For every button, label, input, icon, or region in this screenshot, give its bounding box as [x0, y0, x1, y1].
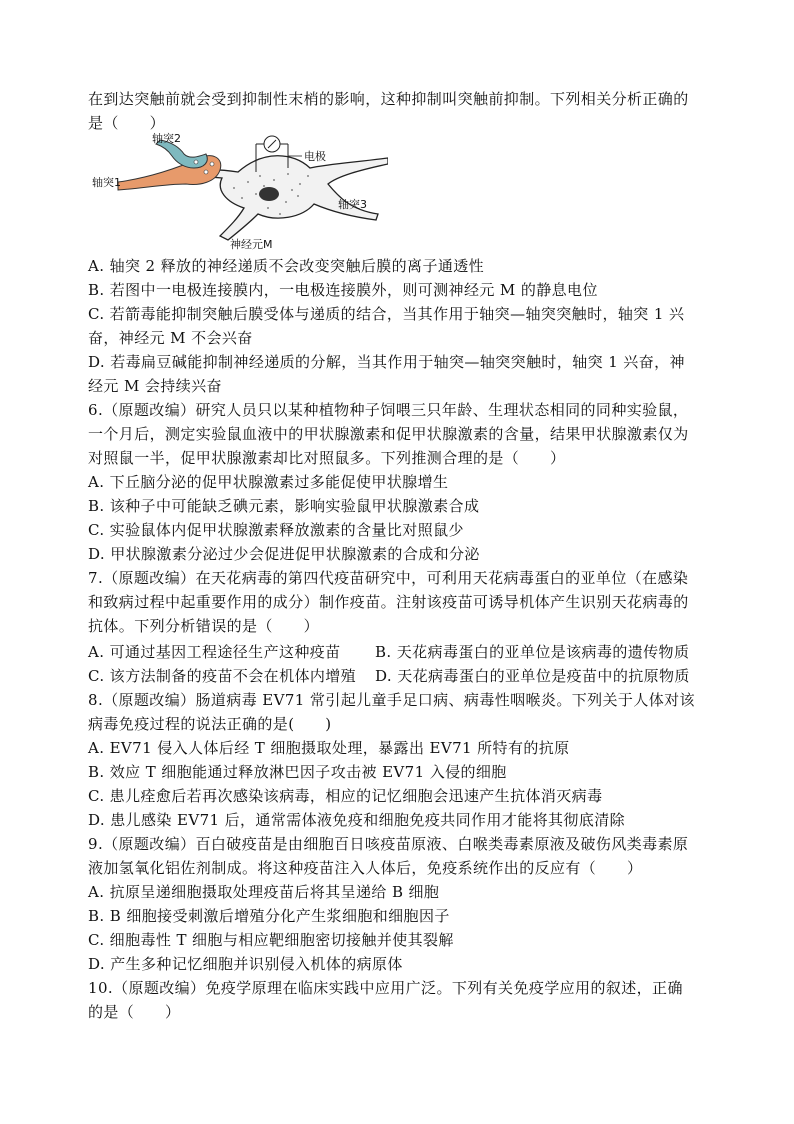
q10-stem-line1: 10.（原题改编）免疫学原理在临床实践中应用广泛。下列有关免疫学应用的叙述，正确	[88, 979, 683, 997]
q9-option-b: B. B 细胞接受刺激后增殖分化产生浆细胞和细胞因子	[88, 907, 450, 925]
q5-option-b: B. 若图中一电极连接膜内，一电极连接膜外，则可测神经元 M 的静息电位	[88, 281, 598, 299]
q7-option-d: D. 天花病毒蛋白的亚单位是疫苗中的抗原物质	[375, 667, 690, 685]
neuron-diagram	[88, 132, 388, 250]
q7-option-row2	[88, 665, 690, 687]
label-axon1: 轴突1	[92, 176, 121, 189]
q8-stem-line2: 病毒免疫过程的说法正确的是( )	[88, 715, 332, 733]
q5-option-c-line1: C. 若箭毒能抑制突触后膜受体与递质的结合，当其作用于轴突—轴突突触时，轴突 1 兴	[88, 305, 685, 323]
q6-stem-line3: 对照鼠一半，促甲状腺激素却比对照鼠多。下列推测合理的是（ ）	[88, 449, 566, 467]
q7-option-row1	[88, 641, 690, 663]
q7-stem-line2: 和致病过程中起重要作用的成分）制作疫苗。注射该疫苗可诱导机体产生识别天花病毒的	[88, 593, 689, 611]
q5-option-d-line1: D. 若毒扁豆碱能抑制神经递质的分解，当其作用于轴突—轴突突触时，轴突 1 兴奋，神	[88, 353, 685, 371]
q6-option-d: D. 甲状腺激素分泌过少会促进促甲状腺激素的合成和分泌	[88, 545, 480, 563]
q8-option-b: B. 效应 T 细胞能通过释放淋巴因子攻击被 EV71 入侵的细胞	[88, 763, 507, 781]
q8-stem-line1: 8.（原题改编）肠道病毒 EV71 常引起儿童手足口病、病毒性咽喉炎。下列关于人体对该	[88, 691, 695, 709]
q5-option-c-line2: 奋，神经元 M 不会兴奋	[88, 329, 253, 347]
q5-stem-line1: 在到达突触前就会受到抑制性末梢的影响，这种抑制叫突触前抑制。下列相关分析正确的	[88, 90, 689, 108]
nucleus	[259, 187, 279, 201]
q9-option-d: D. 产生多种记忆细胞并识别侵入机体的病原体	[88, 955, 403, 973]
q6-option-a: A. 下丘脑分泌的促甲状腺激素过多能促使甲状腺增生	[88, 473, 449, 491]
q7-stem-line1: 7.（原题改编）在天花病毒的第四代疫苗研究中，可利用天花病毒蛋白的亚单位（在感染	[88, 569, 689, 587]
q9-option-a: A. 抗原呈递细胞摄取处理疫苗后将其呈递给 B 细胞	[88, 883, 440, 901]
q6-option-b: B. 该种子中可能缺乏碘元素，影响实验鼠甲状腺激素合成	[88, 497, 480, 515]
q7-option-b: B. 天花病毒蛋白的亚单位是该病毒的遗传物质	[375, 643, 690, 661]
q5-option-d-line2: 经元 M 会持续兴奋	[88, 377, 222, 395]
label-axon2: 轴突2	[152, 132, 181, 145]
q10-stem-line2: 的是（ ）	[88, 1003, 181, 1021]
q8-option-d: D. 患儿感染 EV71 后，通常需体液免疫和细胞免疫共同作用才能将其彻底清除	[88, 811, 626, 829]
q8-option-c: C. 患儿痊愈后若再次感染该病毒，相应的记忆细胞会迅速产生抗体消灭病毒	[88, 787, 603, 805]
q8-option-a: A. EV71 侵入人体后经 T 细胞摄取处理，暴露出 EV71 所特有的抗原	[88, 739, 570, 757]
q5-option-a: A. 轴突 2 释放的神经递质不会改变突触后膜的离子通透性	[88, 257, 485, 275]
q7-option-a: A. 可通过基因工程途径生产这种疫苗	[88, 643, 341, 661]
q6-stem-line2: 一个月后，测定实验鼠血液中的甲状腺激素和促甲状腺激素的含量，结果甲状腺激素仅为	[88, 425, 689, 443]
label-neuron-m: 神经元M	[230, 238, 273, 250]
q9-stem-line1: 9.（原题改编）百白破疫苗是由细胞百日咳疫苗原液、白喉类毒素原液及破伤风类毒素原	[88, 835, 689, 853]
q7-option-c: C. 该方法制备的疫苗不会在机体内增殖	[88, 667, 357, 685]
q5-stem-line2: 是（ ）	[88, 114, 166, 132]
label-axon3: 轴突3	[338, 198, 367, 211]
q6-stem-line1: 6.（原题改编）研究人员只以某种植物种子饲喂三只年龄、生理状态相同的同种实验鼠，	[88, 401, 689, 419]
q7-stem-line3: 抗体。下列分析错误的是（ ）	[88, 617, 320, 635]
q9-option-c: C. 细胞毒性 T 细胞与相应靶细胞密切接触并使其裂解	[88, 931, 454, 949]
q6-option-c: C. 实验鼠体内促甲状腺激素释放激素的含量比对照鼠少	[88, 521, 464, 539]
q9-stem-line2: 液加氢氧化铝佐剂制成。将这种疫苗注入人体后，免疫系统作出的反应有（ ）	[88, 859, 643, 877]
label-electrode: 电极	[304, 150, 326, 163]
